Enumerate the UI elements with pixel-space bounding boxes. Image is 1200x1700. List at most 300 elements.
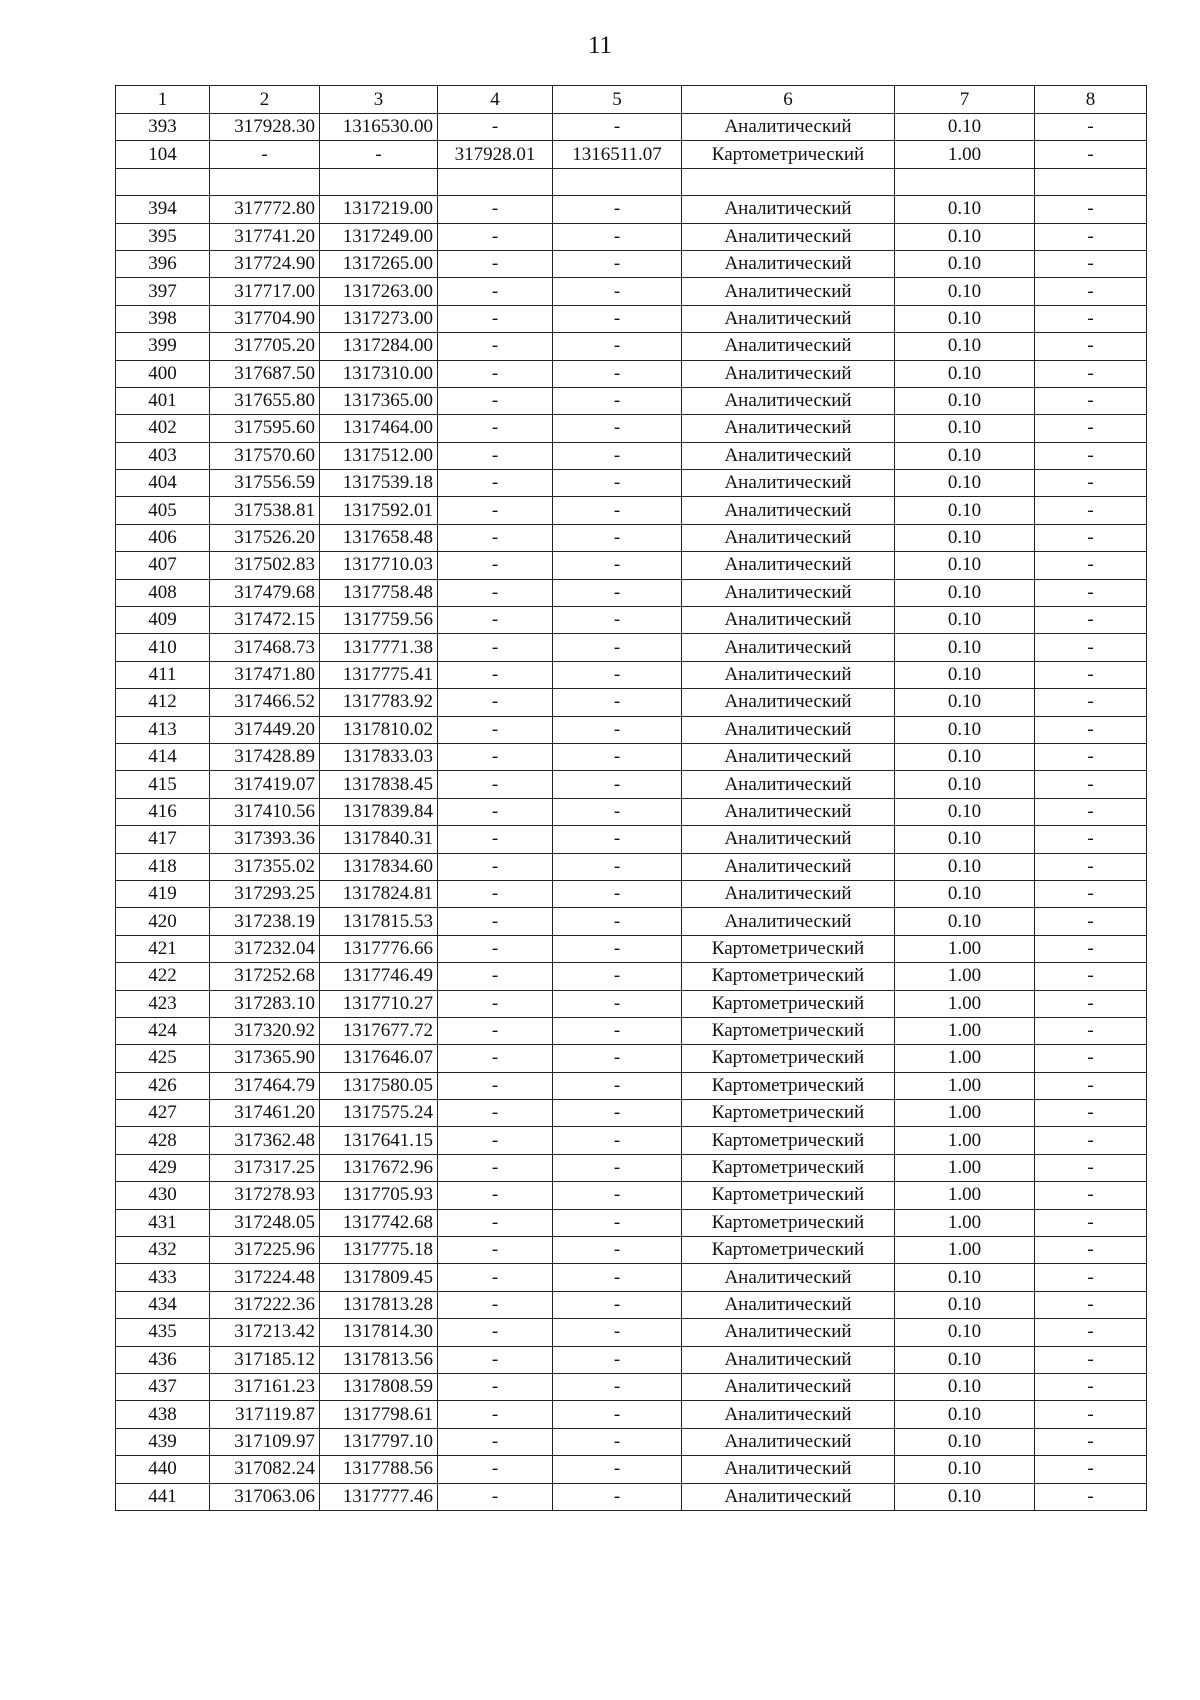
cell-method: Аналитический bbox=[682, 908, 895, 935]
cell-point-number: 424 bbox=[116, 1017, 210, 1044]
cell-point-number: 413 bbox=[116, 716, 210, 743]
cell-accuracy: 0.10 bbox=[895, 442, 1035, 469]
cell-x-existing: - bbox=[438, 853, 553, 880]
cell-x-existing: - bbox=[438, 607, 553, 634]
cell-accuracy: 0.10 bbox=[895, 1373, 1035, 1400]
cell-x-coordinate: 317232.04 bbox=[210, 935, 320, 962]
cell-method: Аналитический bbox=[682, 853, 895, 880]
cell-point-number: 422 bbox=[116, 963, 210, 990]
cell-x-existing: - bbox=[438, 661, 553, 688]
cell-y-coordinate: 1317798.61 bbox=[320, 1401, 438, 1428]
cell-y-coordinate: 1317746.49 bbox=[320, 963, 438, 990]
column-header-4: 4 bbox=[438, 86, 553, 114]
cell-accuracy: 1.00 bbox=[895, 1017, 1035, 1044]
cell-accuracy: 0.10 bbox=[895, 880, 1035, 907]
cell-method: Аналитический bbox=[682, 360, 895, 387]
cell-method bbox=[682, 168, 895, 195]
cell-method: Аналитический bbox=[682, 278, 895, 305]
cell-x-existing: - bbox=[438, 1291, 553, 1318]
cell-notes: - bbox=[1035, 1346, 1147, 1373]
cell-y-existing: - bbox=[553, 360, 682, 387]
cell-x-existing: - bbox=[438, 1237, 553, 1264]
cell-y-coordinate: 1317742.68 bbox=[320, 1209, 438, 1236]
table-row bbox=[116, 1209, 1147, 1236]
column-header-1: 1 bbox=[116, 86, 210, 114]
cell-accuracy: 1.00 bbox=[895, 1209, 1035, 1236]
cell-method: Аналитический bbox=[682, 223, 895, 250]
cell-y-existing: - bbox=[553, 689, 682, 716]
cell-method: Аналитический bbox=[682, 1291, 895, 1318]
cell-y-existing: - bbox=[553, 579, 682, 606]
cell-accuracy: 1.00 bbox=[895, 1237, 1035, 1264]
cell-x-existing: - bbox=[438, 716, 553, 743]
cell-point-number: 419 bbox=[116, 880, 210, 907]
cell-point-number bbox=[116, 168, 210, 195]
cell-notes: - bbox=[1035, 552, 1147, 579]
cell-point-number: 426 bbox=[116, 1072, 210, 1099]
cell-y-existing: - bbox=[553, 743, 682, 770]
cell-x-coordinate: 317724.90 bbox=[210, 250, 320, 277]
coordinates-table bbox=[115, 85, 1147, 1511]
cell-x-existing: - bbox=[438, 798, 553, 825]
cell-x-existing: - bbox=[438, 1401, 553, 1428]
cell-y-coordinate: 1317672.96 bbox=[320, 1154, 438, 1181]
cell-x-existing: - bbox=[438, 415, 553, 442]
cell-y-existing: - bbox=[553, 1401, 682, 1428]
cell-method: Аналитический bbox=[682, 1319, 895, 1346]
cell-x-existing: - bbox=[438, 1127, 553, 1154]
table-row bbox=[116, 1346, 1147, 1373]
cell-notes: - bbox=[1035, 442, 1147, 469]
cell-y-coordinate: 1317658.48 bbox=[320, 524, 438, 551]
cell-y-coordinate: 1317646.07 bbox=[320, 1045, 438, 1072]
cell-notes: - bbox=[1035, 114, 1147, 141]
cell-y-existing: - bbox=[553, 1182, 682, 1209]
cell-notes: - bbox=[1035, 497, 1147, 524]
cell-method: Аналитический bbox=[682, 826, 895, 853]
cell-accuracy: 0.10 bbox=[895, 689, 1035, 716]
table-row bbox=[116, 1264, 1147, 1291]
cell-x-existing: - bbox=[438, 1483, 553, 1510]
cell-notes: - bbox=[1035, 1127, 1147, 1154]
cell-accuracy: 0.10 bbox=[895, 634, 1035, 661]
column-header-3: 3 bbox=[320, 86, 438, 114]
cell-notes: - bbox=[1035, 470, 1147, 497]
cell-point-number: 104 bbox=[116, 141, 210, 168]
cell-x-existing: - bbox=[438, 826, 553, 853]
cell-x-coordinate: 317928.30 bbox=[210, 114, 320, 141]
cell-y-existing: - bbox=[553, 1154, 682, 1181]
cell-x-existing bbox=[438, 168, 553, 195]
cell-point-number: 401 bbox=[116, 387, 210, 414]
page-number: 11 bbox=[587, 32, 613, 59]
cell-y-existing: - bbox=[553, 1456, 682, 1483]
table-row bbox=[116, 689, 1147, 716]
cell-x-existing: - bbox=[438, 1045, 553, 1072]
cell-x-coordinate bbox=[210, 168, 320, 195]
cell-notes: - bbox=[1035, 524, 1147, 551]
cell-notes: - bbox=[1035, 1154, 1147, 1181]
cell-x-coordinate: 317252.68 bbox=[210, 963, 320, 990]
cell-accuracy: 0.10 bbox=[895, 1319, 1035, 1346]
cell-y-existing: - bbox=[553, 1017, 682, 1044]
cell-method: Аналитический bbox=[682, 689, 895, 716]
cell-y-coordinate: 1317310.00 bbox=[320, 360, 438, 387]
cell-x-coordinate: 317419.07 bbox=[210, 771, 320, 798]
cell-accuracy: 0.10 bbox=[895, 1346, 1035, 1373]
cell-method: Картометрический bbox=[682, 1072, 895, 1099]
cell-y-existing: - bbox=[553, 634, 682, 661]
cell-point-number: 437 bbox=[116, 1373, 210, 1400]
cell-x-coordinate: 317355.02 bbox=[210, 853, 320, 880]
column-header-6: 6 bbox=[682, 86, 895, 114]
table-row bbox=[116, 1072, 1147, 1099]
cell-notes: - bbox=[1035, 360, 1147, 387]
table-row bbox=[116, 661, 1147, 688]
cell-accuracy: 0.10 bbox=[895, 661, 1035, 688]
cell-x-existing: - bbox=[438, 470, 553, 497]
cell-x-coordinate: 317238.19 bbox=[210, 908, 320, 935]
table-row bbox=[116, 1456, 1147, 1483]
cell-y-existing: - bbox=[553, 470, 682, 497]
cell-y-existing: - bbox=[553, 1346, 682, 1373]
cell-method: Аналитический bbox=[682, 1373, 895, 1400]
cell-method: Аналитический bbox=[682, 1428, 895, 1455]
table-row bbox=[116, 552, 1147, 579]
cell-method: Картометрический bbox=[682, 935, 895, 962]
cell-notes: - bbox=[1035, 1237, 1147, 1264]
cell-y-coordinate: 1317775.41 bbox=[320, 661, 438, 688]
cell-notes: - bbox=[1035, 1401, 1147, 1428]
cell-accuracy: 1.00 bbox=[895, 1154, 1035, 1181]
cell-accuracy: 0.10 bbox=[895, 1483, 1035, 1510]
cell-method: Аналитический bbox=[682, 114, 895, 141]
cell-x-existing: - bbox=[438, 1182, 553, 1209]
cell-notes: - bbox=[1035, 1100, 1147, 1127]
cell-method: Аналитический bbox=[682, 1264, 895, 1291]
cell-y-coordinate: 1317808.59 bbox=[320, 1373, 438, 1400]
cell-y-coordinate: 1317219.00 bbox=[320, 196, 438, 223]
cell-notes: - bbox=[1035, 278, 1147, 305]
cell-y-coordinate: 1317775.18 bbox=[320, 1237, 438, 1264]
cell-notes: - bbox=[1035, 661, 1147, 688]
cell-y-existing: - bbox=[553, 333, 682, 360]
cell-y-existing: - bbox=[553, 935, 682, 962]
cell-method: Картометрический bbox=[682, 1127, 895, 1154]
cell-x-existing: - bbox=[438, 497, 553, 524]
cell-accuracy: 0.10 bbox=[895, 250, 1035, 277]
column-header-7: 7 bbox=[895, 86, 1035, 114]
cell-point-number: 441 bbox=[116, 1483, 210, 1510]
cell-notes: - bbox=[1035, 333, 1147, 360]
cell-point-number: 395 bbox=[116, 223, 210, 250]
cell-notes: - bbox=[1035, 963, 1147, 990]
table-row bbox=[116, 223, 1147, 250]
cell-x-coordinate: 317471.80 bbox=[210, 661, 320, 688]
cell-y-coordinate: 1317824.81 bbox=[320, 880, 438, 907]
cell-accuracy: 1.00 bbox=[895, 1182, 1035, 1209]
cell-point-number: 403 bbox=[116, 442, 210, 469]
cell-x-existing: - bbox=[438, 1319, 553, 1346]
cell-accuracy: 0.10 bbox=[895, 1428, 1035, 1455]
cell-method: Аналитический bbox=[682, 196, 895, 223]
cell-point-number: 416 bbox=[116, 798, 210, 825]
cell-notes: - bbox=[1035, 1291, 1147, 1318]
cell-x-existing: - bbox=[438, 360, 553, 387]
cell-point-number: 434 bbox=[116, 1291, 210, 1318]
cell-accuracy: 1.00 bbox=[895, 1045, 1035, 1072]
cell-y-existing: - bbox=[553, 442, 682, 469]
cell-x-coordinate: 317410.56 bbox=[210, 798, 320, 825]
cell-y-coordinate: 1317759.56 bbox=[320, 607, 438, 634]
cell-accuracy: 0.10 bbox=[895, 1456, 1035, 1483]
cell-x-existing: - bbox=[438, 1209, 553, 1236]
cell-point-number: 427 bbox=[116, 1100, 210, 1127]
cell-x-existing: - bbox=[438, 1264, 553, 1291]
table-row bbox=[116, 278, 1147, 305]
cell-accuracy: 1.00 bbox=[895, 935, 1035, 962]
cell-y-existing: - bbox=[553, 1483, 682, 1510]
cell-point-number: 397 bbox=[116, 278, 210, 305]
cell-x-existing: - bbox=[438, 880, 553, 907]
cell-y-existing: - bbox=[553, 963, 682, 990]
cell-notes: - bbox=[1035, 1209, 1147, 1236]
cell-accuracy: 1.00 bbox=[895, 990, 1035, 1017]
table-row bbox=[116, 798, 1147, 825]
cell-point-number: 430 bbox=[116, 1182, 210, 1209]
cell-accuracy: 0.10 bbox=[895, 114, 1035, 141]
cell-y-existing: - bbox=[553, 552, 682, 579]
cell-accuracy: 1.00 bbox=[895, 1127, 1035, 1154]
cell-point-number: 408 bbox=[116, 579, 210, 606]
cell-y-coordinate: 1317840.31 bbox=[320, 826, 438, 853]
cell-y-coordinate: 1317809.45 bbox=[320, 1264, 438, 1291]
cell-notes: - bbox=[1035, 387, 1147, 414]
cell-y-coordinate: 1317365.00 bbox=[320, 387, 438, 414]
header-row bbox=[116, 86, 1147, 114]
cell-y-coordinate: 1317833.03 bbox=[320, 743, 438, 770]
cell-x-coordinate: 317717.00 bbox=[210, 278, 320, 305]
cell-accuracy: 0.10 bbox=[895, 360, 1035, 387]
table-row bbox=[116, 333, 1147, 360]
cell-x-coordinate: 317278.93 bbox=[210, 1182, 320, 1209]
cell-method: Аналитический bbox=[682, 415, 895, 442]
cell-x-coordinate: 317222.36 bbox=[210, 1291, 320, 1318]
cell-notes: - bbox=[1035, 689, 1147, 716]
cell-y-existing: - bbox=[553, 798, 682, 825]
column-header-5: 5 bbox=[553, 86, 682, 114]
cell-accuracy: 0.10 bbox=[895, 223, 1035, 250]
cell-y-existing: - bbox=[553, 278, 682, 305]
cell-x-existing: - bbox=[438, 442, 553, 469]
cell-y-coordinate: 1317710.27 bbox=[320, 990, 438, 1017]
cell-y-coordinate: 1317777.46 bbox=[320, 1483, 438, 1510]
table-row bbox=[116, 853, 1147, 880]
cell-x-coordinate: 317185.12 bbox=[210, 1346, 320, 1373]
table-row bbox=[116, 743, 1147, 770]
cell-y-existing: - bbox=[553, 661, 682, 688]
cell-notes: - bbox=[1035, 1373, 1147, 1400]
cell-point-number: 431 bbox=[116, 1209, 210, 1236]
cell-y-coordinate: 1317814.30 bbox=[320, 1319, 438, 1346]
cell-method: Аналитический bbox=[682, 470, 895, 497]
cell-x-coordinate: 317705.20 bbox=[210, 333, 320, 360]
table-row bbox=[116, 771, 1147, 798]
table-row bbox=[116, 963, 1147, 990]
table-row bbox=[116, 1017, 1147, 1044]
cell-y-existing: - bbox=[553, 990, 682, 1017]
cell-x-coordinate: 317362.48 bbox=[210, 1127, 320, 1154]
cell-notes: - bbox=[1035, 880, 1147, 907]
cell-x-coordinate: 317224.48 bbox=[210, 1264, 320, 1291]
cell-y-coordinate: 1317539.18 bbox=[320, 470, 438, 497]
cell-method: Аналитический bbox=[682, 579, 895, 606]
cell-point-number: 396 bbox=[116, 250, 210, 277]
cell-accuracy: 0.10 bbox=[895, 716, 1035, 743]
cell-method: Аналитический bbox=[682, 716, 895, 743]
cell-x-coordinate: 317479.68 bbox=[210, 579, 320, 606]
table-row bbox=[116, 250, 1147, 277]
cell-y-coordinate: 1317284.00 bbox=[320, 333, 438, 360]
cell-x-coordinate: 317502.83 bbox=[210, 552, 320, 579]
cell-x-coordinate: 317687.50 bbox=[210, 360, 320, 387]
cell-method: Аналитический bbox=[682, 250, 895, 277]
cell-accuracy: 0.10 bbox=[895, 497, 1035, 524]
cell-x-coordinate: 317428.89 bbox=[210, 743, 320, 770]
cell-y-coordinate: 1317575.24 bbox=[320, 1100, 438, 1127]
cell-method: Аналитический bbox=[682, 634, 895, 661]
table-row bbox=[116, 415, 1147, 442]
cell-method: Аналитический bbox=[682, 497, 895, 524]
cell-x-existing: - bbox=[438, 278, 553, 305]
cell-x-existing: - bbox=[438, 771, 553, 798]
cell-method: Картометрический bbox=[682, 990, 895, 1017]
cell-accuracy: 0.10 bbox=[895, 1291, 1035, 1318]
table-row bbox=[116, 607, 1147, 634]
cell-y-coordinate: 1317783.92 bbox=[320, 689, 438, 716]
cell-x-coordinate: 317464.79 bbox=[210, 1072, 320, 1099]
cell-point-number: 429 bbox=[116, 1154, 210, 1181]
cell-accuracy: 0.10 bbox=[895, 387, 1035, 414]
table-row bbox=[116, 1182, 1147, 1209]
cell-x-existing: - bbox=[438, 1100, 553, 1127]
cell-y-coordinate: 1317797.10 bbox=[320, 1428, 438, 1455]
cell-y-existing: - bbox=[553, 387, 682, 414]
cell-y-existing: - bbox=[553, 305, 682, 332]
cell-y-coordinate: 1317710.03 bbox=[320, 552, 438, 579]
cell-y-coordinate: 1317813.28 bbox=[320, 1291, 438, 1318]
cell-method: Картометрический bbox=[682, 1017, 895, 1044]
cell-y-existing: - bbox=[553, 826, 682, 853]
cell-notes: - bbox=[1035, 853, 1147, 880]
table-row bbox=[116, 196, 1147, 223]
cell-notes: - bbox=[1035, 1483, 1147, 1510]
cell-x-existing: 317928.01 bbox=[438, 141, 553, 168]
cell-x-coordinate: 317293.25 bbox=[210, 880, 320, 907]
cell-x-existing: - bbox=[438, 196, 553, 223]
cell-x-coordinate: 317741.20 bbox=[210, 223, 320, 250]
cell-method: Картометрический bbox=[682, 1154, 895, 1181]
table-row bbox=[116, 826, 1147, 853]
cell-x-coordinate: 317320.92 bbox=[210, 1017, 320, 1044]
cell-y-coordinate: 1317838.45 bbox=[320, 771, 438, 798]
cell-x-coordinate: 317461.20 bbox=[210, 1100, 320, 1127]
cell-x-existing: - bbox=[438, 743, 553, 770]
cell-point-number: 412 bbox=[116, 689, 210, 716]
cell-accuracy: 0.10 bbox=[895, 333, 1035, 360]
table-row bbox=[116, 387, 1147, 414]
cell-y-coordinate: 1317464.00 bbox=[320, 415, 438, 442]
cell-y-existing: - bbox=[553, 114, 682, 141]
cell-method: Аналитический bbox=[682, 387, 895, 414]
cell-notes: - bbox=[1035, 1319, 1147, 1346]
cell-notes: - bbox=[1035, 1017, 1147, 1044]
cell-point-number: 400 bbox=[116, 360, 210, 387]
cell-x-coordinate: 317468.73 bbox=[210, 634, 320, 661]
cell-notes: - bbox=[1035, 579, 1147, 606]
cell-accuracy: 0.10 bbox=[895, 196, 1035, 223]
cell-y-coordinate: 1317813.56 bbox=[320, 1346, 438, 1373]
cell-y-existing: - bbox=[553, 415, 682, 442]
cell-point-number: 417 bbox=[116, 826, 210, 853]
cell-notes: - bbox=[1035, 798, 1147, 825]
table-row bbox=[116, 1237, 1147, 1264]
cell-y-existing: - bbox=[553, 1209, 682, 1236]
cell-x-existing: - bbox=[438, 223, 553, 250]
cell-method: Аналитический bbox=[682, 607, 895, 634]
table-row bbox=[116, 524, 1147, 551]
cell-point-number: 418 bbox=[116, 853, 210, 880]
cell-x-coordinate: 317772.80 bbox=[210, 196, 320, 223]
cell-point-number: 421 bbox=[116, 935, 210, 962]
cell-accuracy: 1.00 bbox=[895, 1072, 1035, 1099]
cell-point-number: 411 bbox=[116, 661, 210, 688]
cell-accuracy: 0.10 bbox=[895, 1401, 1035, 1428]
cell-accuracy: 0.10 bbox=[895, 798, 1035, 825]
cell-accuracy: 0.10 bbox=[895, 771, 1035, 798]
cell-x-existing: - bbox=[438, 579, 553, 606]
cell-point-number: 415 bbox=[116, 771, 210, 798]
cell-x-coordinate: - bbox=[210, 141, 320, 168]
cell-accuracy: 0.10 bbox=[895, 470, 1035, 497]
cell-accuracy: 0.10 bbox=[895, 1264, 1035, 1291]
cell-y-coordinate: 1317592.01 bbox=[320, 497, 438, 524]
cell-x-existing: - bbox=[438, 387, 553, 414]
cell-x-existing: - bbox=[438, 333, 553, 360]
cell-y-coordinate: 1317834.60 bbox=[320, 853, 438, 880]
cell-y-coordinate: 1317839.84 bbox=[320, 798, 438, 825]
cell-y-coordinate: 1317810.02 bbox=[320, 716, 438, 743]
cell-notes: - bbox=[1035, 771, 1147, 798]
cell-method: Картометрический bbox=[682, 1237, 895, 1264]
cell-y-coordinate: 1317512.00 bbox=[320, 442, 438, 469]
cell-x-coordinate: 317283.10 bbox=[210, 990, 320, 1017]
cell-method: Картометрический bbox=[682, 1045, 895, 1072]
cell-point-number: 440 bbox=[116, 1456, 210, 1483]
cell-y-existing: - bbox=[553, 1100, 682, 1127]
cell-y-existing bbox=[553, 168, 682, 195]
cell-point-number: 405 bbox=[116, 497, 210, 524]
cell-x-coordinate: 317704.90 bbox=[210, 305, 320, 332]
cell-point-number: 423 bbox=[116, 990, 210, 1017]
table-row bbox=[116, 1401, 1147, 1428]
cell-point-number: 398 bbox=[116, 305, 210, 332]
cell-point-number: 402 bbox=[116, 415, 210, 442]
cell-x-existing: - bbox=[438, 1154, 553, 1181]
table-row bbox=[116, 880, 1147, 907]
cell-y-coordinate: 1317705.93 bbox=[320, 1182, 438, 1209]
cell-point-number: 394 bbox=[116, 196, 210, 223]
